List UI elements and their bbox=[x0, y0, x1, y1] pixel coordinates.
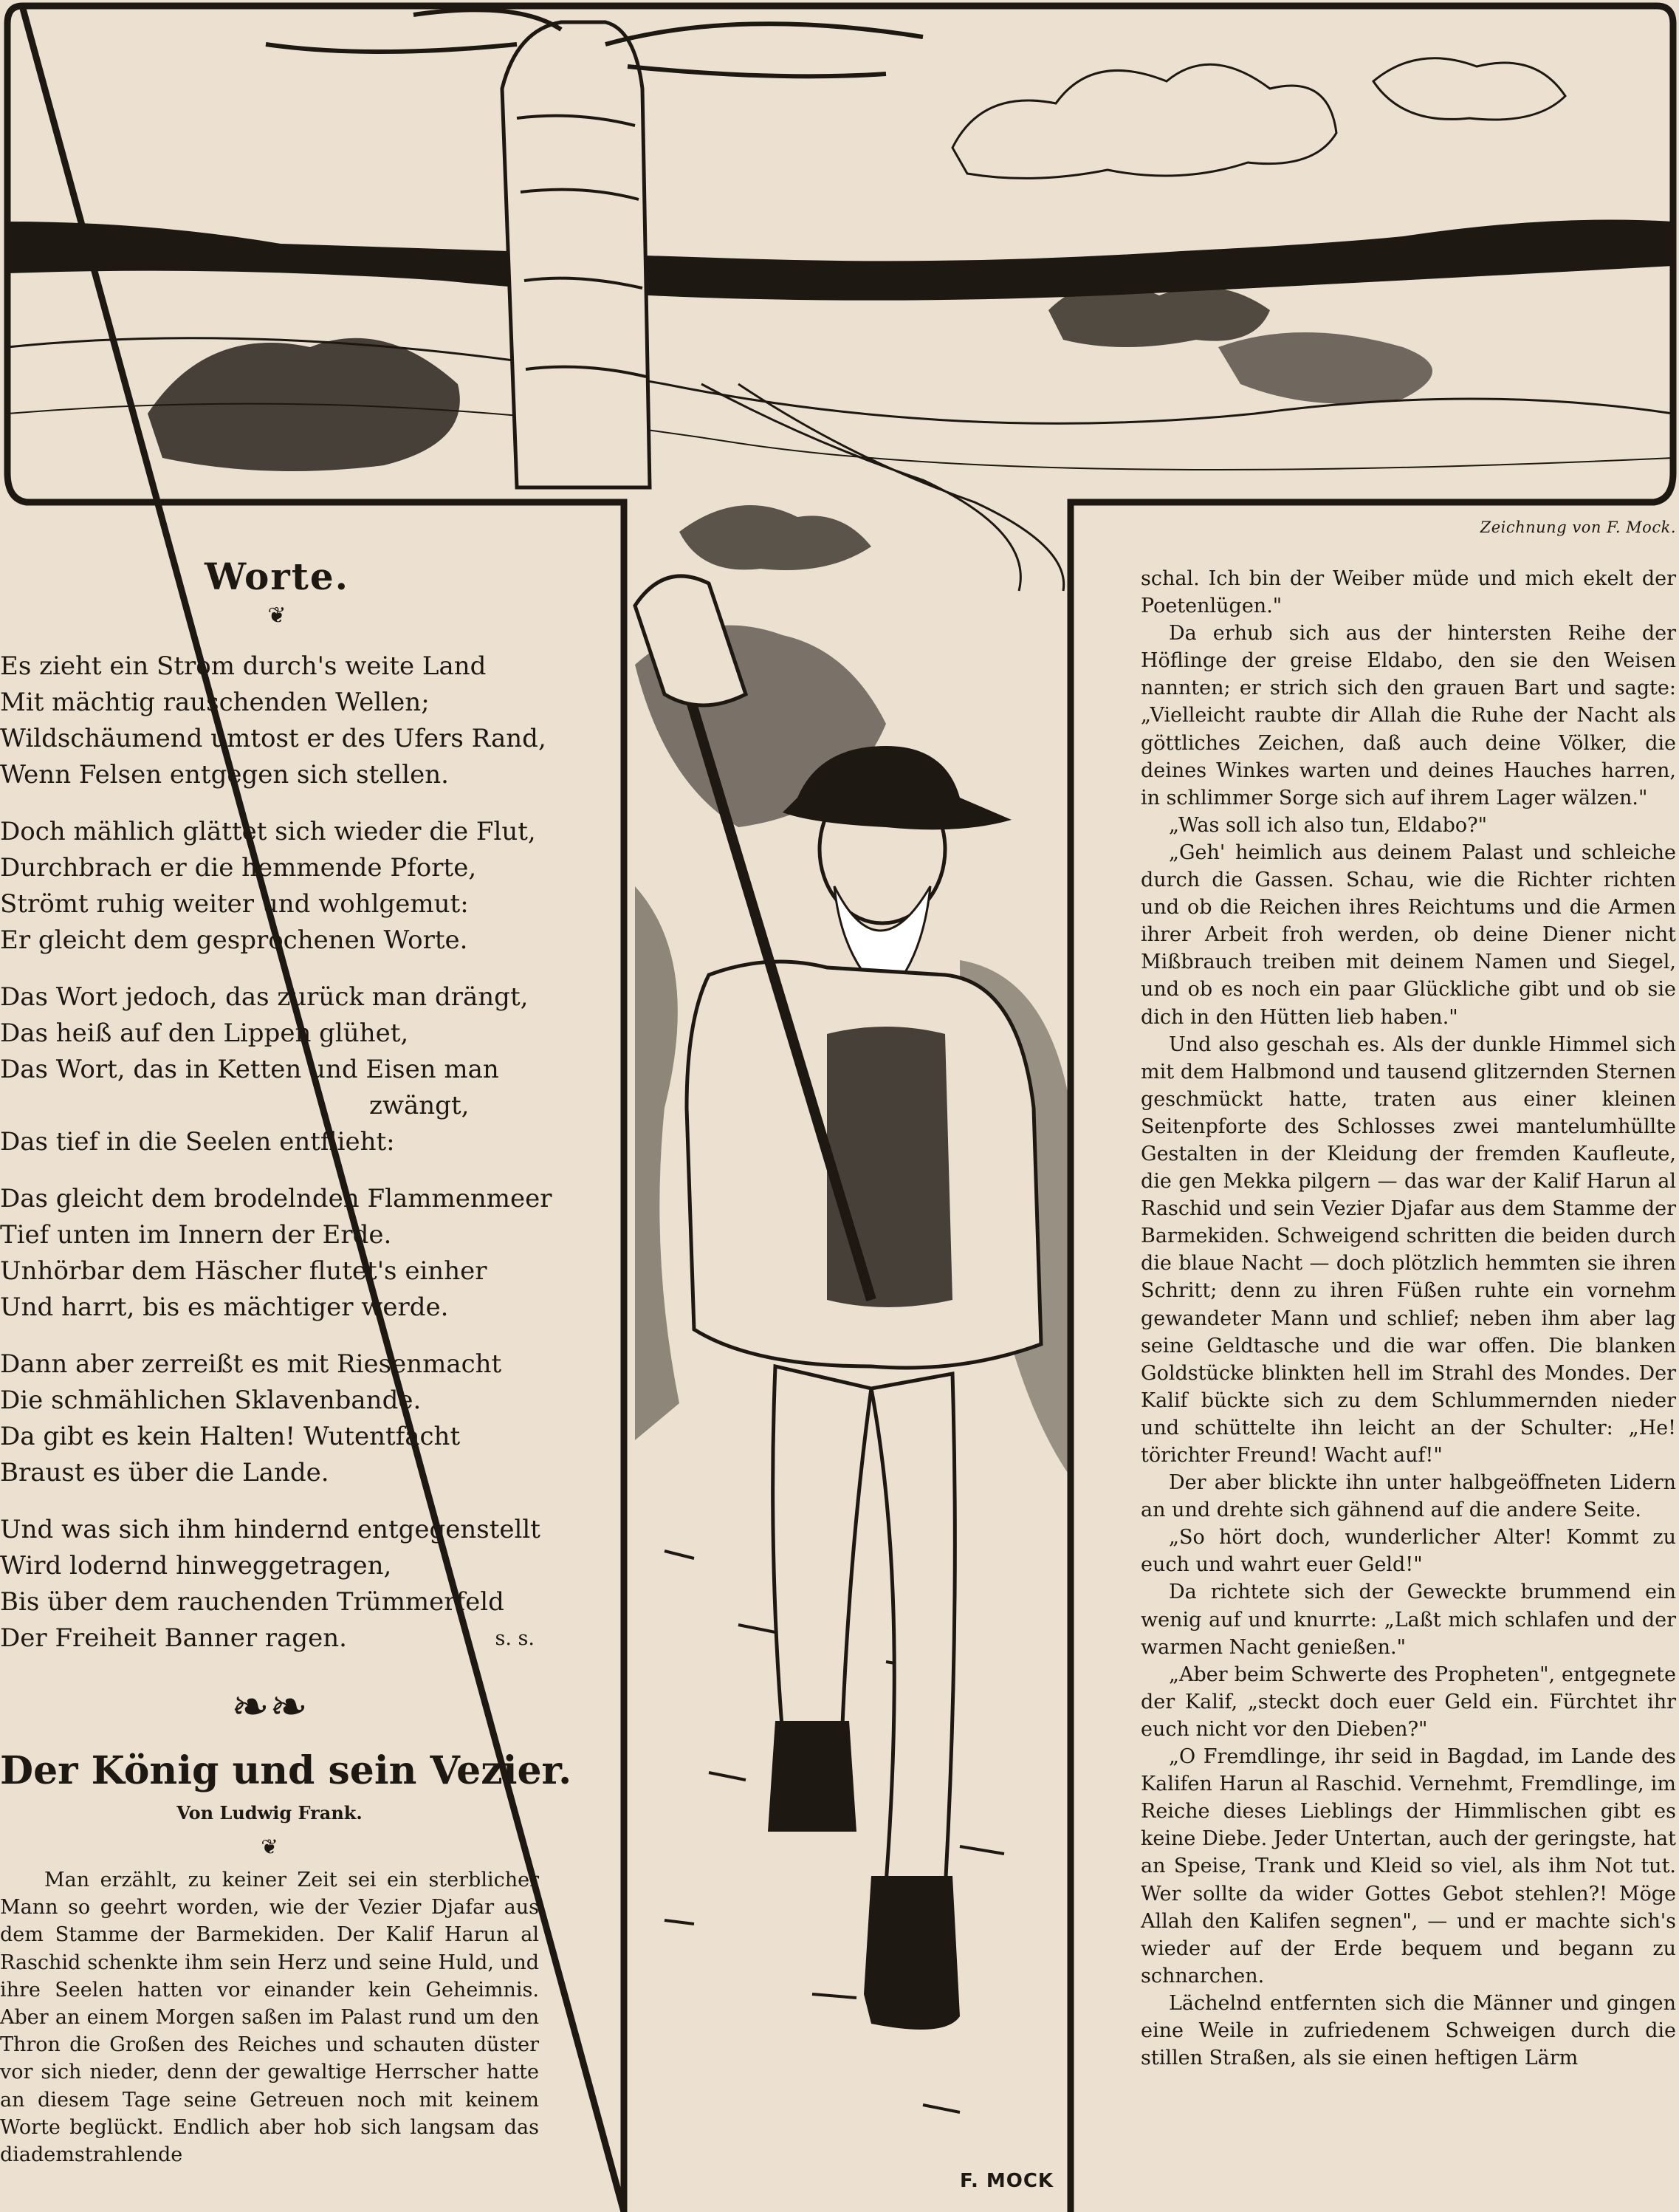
artist-signature: F. MOCK bbox=[960, 2170, 1054, 2192]
story-paragraph: „Aber beim Schwerte des Propheten", entgegnete der Kalif, „steckt doch euer Geld ein. Fürchtet ihr euch nicht vor den Dieben?" bbox=[1141, 1663, 1676, 1741]
story-paragraph: Lächelnd entfernten sich die Männer und gingen eine Weile in zufriedenem Schweigen durch die stillen Straßen, als sie einen heftigen Lärm bbox=[1141, 1991, 1676, 2070]
verse-line: Tief unten im Innern der Erde. bbox=[0, 1220, 392, 1250]
poem-stanza-4 bbox=[0, 1181, 552, 1326]
verse-line: Da gibt es kein Halten! Wutentfacht bbox=[0, 1422, 461, 1451]
verse-line-last bbox=[0, 1620, 539, 1657]
poem-stanza-6 bbox=[0, 1512, 539, 1657]
verse-line: Das gleicht dem brodelnden Flammenmeer bbox=[0, 1184, 552, 1213]
story-paragraph: Da richtete sich der Geweckte brummend ein wenig auf und knurrte: „Laßt mich schlafen und der warmen Nacht genießen." bbox=[1141, 1581, 1676, 1659]
verse-line: Braust es über die Lande. bbox=[0, 1458, 329, 1487]
right-column bbox=[1141, 565, 1676, 2072]
verse-line: Das tief in die Seelen entflieht: bbox=[0, 1127, 395, 1157]
verse-line: Wird lodernd hinweggetragen, bbox=[0, 1551, 392, 1581]
story-paragraph: Da erhub sich aus der hintersten Reihe der Höflinge der greise Eldabo, den sie den Weisen nannten; er strich sich den grauen Bart und sagte: „Vielleicht raubte dir Allah die Ruhe der Nacht als göttliches Zeichen, daß auch deine Völker, die deines Winkes warten und deines Hauches harren, in schlimmer Sorge sich auf ihrem Lager wälzen." bbox=[1141, 622, 1676, 809]
verse-line: Durchbrach er die hemmende Pforte, bbox=[0, 853, 477, 883]
verse-line: Unhörbar dem Häscher flutet's einher bbox=[0, 1256, 487, 1286]
verse-line: Wenn Felsen entgegen sich stellen. bbox=[0, 760, 449, 790]
story-paragraph: schal. Ich bin der Weiber müde und mich ekelt der Poetenlügen." bbox=[1141, 567, 1676, 618]
fleuron-icon: ❧❧ bbox=[231, 1679, 308, 1733]
verse-line: Der Freiheit Banner ragen. bbox=[0, 1623, 347, 1653]
story-paragraph: Und also geschah es. Als der dunkle Himmel sich mit dem Halbmond und tausend glitzernden Sternen geschmückt hatte, traten aus einer kleinen Seitenpforte des Schlosses zwei mantelumhüllte Gestalten in der Kleidung der fremden Kaufleute, die gen Mekka pilgern — das war der Kalif Harun al Raschid und sein Vezier Djafar aus dem Stamme der Barmekiden. Schweigend schritten die beiden durch die blaue Nacht — doch plötzlich hemmten sie ihren Schritt; denn zu ihren Füßen ruhte ein vornehm gewandeter Mann und schlief; neben ihm aber lag seine Geldtasche und die war offen. Die blanken Goldstücke blinkten hell im Strahl des Mondes. Der Kalif bückte sich zu dem Schlummernden nieder und schüttelte ihn leicht an der Schulter: „He! törichter Freund! Wacht auf!" bbox=[1141, 1033, 1676, 1467]
verse-line: Das heiß auf den Lippen glühet, bbox=[0, 1018, 409, 1048]
story-paragraph: „Was soll ich also tun, Eldabo?" bbox=[1169, 813, 1488, 837]
story-paragraph: „O Fremdlinge, ihr seid in Bagdad, im Lande des Kalifen Harun al Raschid. Vernehmt, Fremdlinge, im Reiche dieses Lieblings der Himmlischen gibt es keine Diebe. Jeder Untertan, auch der geringste, hat an Speise, Trank und Kleid so viel, als ihm Not tut. Wer sollte da wider Gottes Gebot stehlen?! Möge Allah den Kalifen segnen", — und er machte sich's wieder auf der Erde bequem und begann zu schnarchen. bbox=[1141, 1745, 1676, 1987]
poem-stanza-2 bbox=[0, 814, 539, 959]
poem-stanza-3 bbox=[0, 979, 539, 1160]
verse-line: Und harrt, bis es mächtiger werde. bbox=[0, 1292, 449, 1322]
poem-signature: s. s. bbox=[495, 1627, 535, 1650]
story-paragraph: „So hört doch, wunderlicher Alter! Kommt zu euch und wahrt euer Geld!" bbox=[1141, 1526, 1676, 1577]
verse-line: Das Wort, das in Ketten und Eisen man bbox=[0, 1055, 499, 1084]
verse-line: Die schmählichen Sklavenbande. bbox=[0, 1386, 422, 1415]
verse-line: Das Wort jedoch, das zurück man drängt, bbox=[0, 982, 529, 1012]
verse-line: Strömt ruhig weiter und wohlgemut: bbox=[0, 889, 469, 919]
verse-line-continuation: zwängt, bbox=[369, 1091, 470, 1120]
story-paragraph: Der aber blickte ihn unter halbgeöffneten Lidern an und drehte sich gähnend auf die andere Seite. bbox=[1141, 1471, 1676, 1522]
story-title: Der König und sein Vezier. bbox=[0, 1748, 572, 1793]
verse-line: Dann aber zerreißt es mit Riesenmacht bbox=[0, 1349, 502, 1379]
story-ornament-icon: ❦ bbox=[261, 1835, 278, 1859]
verse-line: Bis über dem rauchenden Trümmerfeld bbox=[0, 1587, 504, 1617]
story-paragraph: Man erzählt, zu keiner Zeit sei ein sterblicher Mann so geehrt worden, wie der Vezier Djafar aus dem Stamme der Barmekiden. Der Kalif Harun al Raschid schenkte ihm sein Herz und seine Huld, und ihre Seelen hatten vor einander kein Geheimnis. Aber an einem Morgen saßen im Palast rund um den Thron die Großen des Reiches und schauten düster vor sich nieder, denn der gewaltige Herrscher hatte an diesem Tage seine Getreuen noch mit keinem Worte beglückt. Endlich aber hob sich langsam das diademstrahlende bbox=[0, 1869, 539, 2167]
verse-line: Wildschäumend umtost er des Ufers Rand, bbox=[0, 724, 546, 753]
poem-stanza-5 bbox=[0, 1346, 539, 1491]
story-byline: Von Ludwig Frank. bbox=[176, 1802, 363, 1824]
verse-line: Mit mächtig rauschenden Wellen; bbox=[0, 688, 430, 717]
poem-stanza-1 bbox=[0, 648, 546, 793]
story-paragraph: „Geh' heimlich aus deinem Palast und schleiche durch die Gassen. Schau, wie die Richter richten und ob die Reichen ihres Reichtums und die Armen ihrer Arbeit froh werden, ob deine Diener nicht Mißbrauch treiben mit deinem Namen und Siegel, und ob es noch ein paar Glückliche gibt und ob sie dich in den Hütten lieb haben." bbox=[1141, 840, 1676, 1029]
verse-line: Doch mählich glättet sich wieder die Flut, bbox=[0, 817, 536, 846]
poem-title: Worte. bbox=[204, 555, 350, 598]
verse-line: Er gleicht dem gesprochenen Worte. bbox=[0, 925, 468, 955]
verse-line: Und was sich ihm hindernd entgegenstellt bbox=[0, 1515, 540, 1544]
left-column bbox=[0, 552, 572, 2168]
poem-ornament-icon: ❦ bbox=[267, 603, 286, 629]
verse-line: Es zieht ein Strom durch's weite Land bbox=[0, 651, 487, 681]
illustration-credit: Zeichnung von F. Mock. bbox=[1480, 518, 1676, 536]
